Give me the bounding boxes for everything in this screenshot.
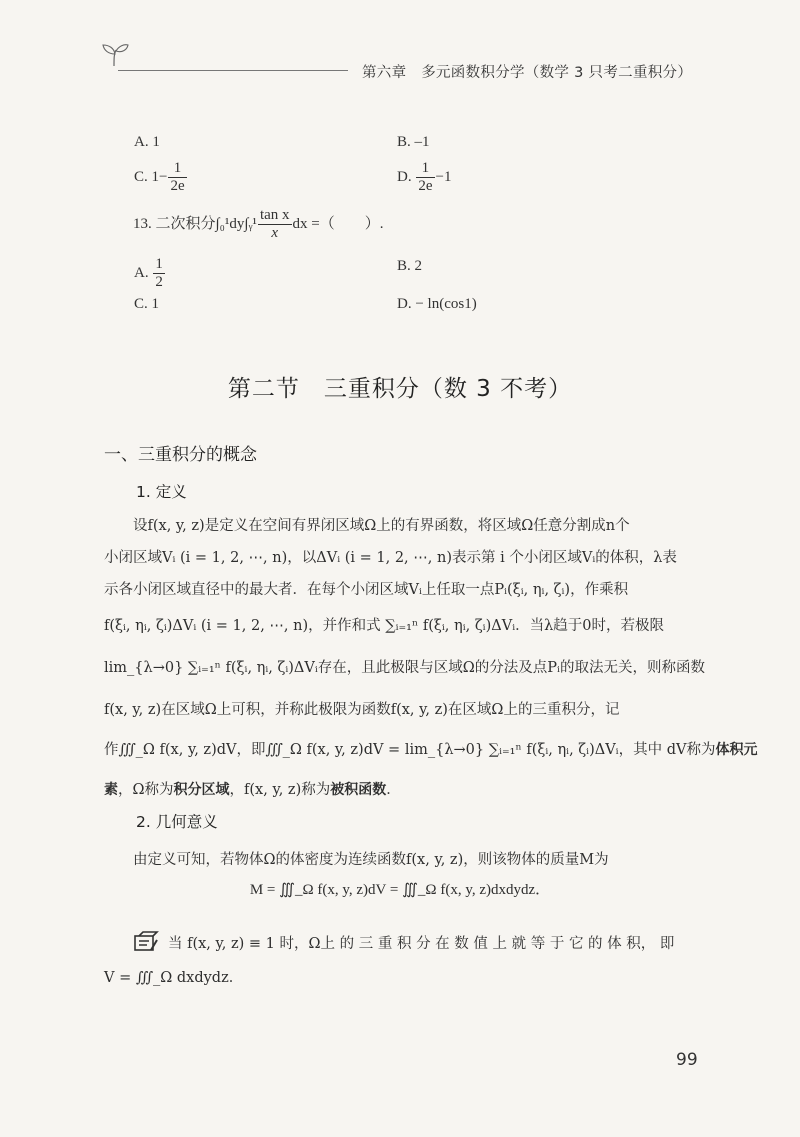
fraction-numerator: tan x (258, 207, 292, 225)
q13-option-a (134, 256, 166, 292)
q13-stem (133, 207, 383, 243)
term-volume-element-end: 素 (104, 782, 118, 798)
q12-option-d-suffix: −1 (435, 169, 452, 186)
term-integration-region: 积分区域 (173, 782, 230, 798)
note-icon (133, 930, 159, 952)
leaf-icon (100, 42, 130, 68)
definition-text: ． (386, 782, 401, 798)
q13-suffix: dx =（ ）. (292, 216, 384, 233)
header-rule (118, 70, 348, 71)
q13-prefix: 13. 二次积分 (133, 216, 216, 233)
fraction-numerator: 1 (153, 256, 165, 274)
fraction (258, 207, 292, 243)
q13-option-c: C. 1 (134, 296, 160, 312)
geometry-heading: 2. 几何意义 (136, 813, 218, 831)
q12-option-d-prefix: D. (397, 169, 416, 186)
fraction-denominator: 2e (418, 178, 433, 195)
definition-line: 设f(x, y, z)是定义在空间有界闭区域Ω上的有界函数，将区域Ω任意分割成n个 (133, 518, 630, 534)
q12-option-c (134, 160, 188, 196)
q12-option-b: B. –1 (397, 134, 430, 150)
fraction-numerator: 1 (168, 160, 186, 178)
q13-option-b: B. 2 (397, 258, 423, 274)
chapter-header: 第六章 多元函数积分学（数学 3 只考二重积分） (362, 65, 693, 81)
fraction (416, 160, 434, 196)
page-number: 99 (676, 1050, 698, 1070)
term-integrand: 被积函数 (330, 782, 387, 798)
note-line: 当 f(x, y, z) ≡ 1 时，Ω上 的 三 重 积 分 在 数 值 上 就 等 于 它 的 体 积， 即 (168, 936, 675, 952)
mass-formula: M = ∭_Ω f(x, y, z)dV = ∭_Ω f(x, y, z)dxdydz． (249, 882, 551, 898)
fraction-numerator: 1 (416, 160, 434, 178)
definition-heading: 1. 定义 (136, 483, 187, 501)
definition-line (104, 778, 401, 799)
q13-option-d: D. − ln(cos1) (397, 296, 477, 312)
definition-line: f(ξᵢ, ηᵢ, ζᵢ)ΔVᵢ (i = 1, 2, ⋯, n)，并作和式 ∑ᵢ₌₁ⁿ f(ξᵢ, ηᵢ, ζᵢ)ΔVᵢ．当λ趋于0时，若极限 (104, 618, 665, 634)
q12-option-a: A. 1 (134, 134, 160, 150)
definition-line: 示各小闭区域直径中的最大者．在每个小闭区域Vᵢ上任取一点Pᵢ(ξᵢ, ηᵢ, ζᵢ)，作乘积 (104, 582, 629, 598)
q12-option-c-prefix: C. 1− (134, 169, 168, 186)
geometry-line: 由定义可知，若物体Ω的体密度为连续函数f(x, y, z)，则该物体的质量M为 (133, 852, 609, 868)
fraction-denominator: 2 (155, 274, 163, 291)
definition-text: 作∭_Ω f(x, y, z)dV，即∭_Ω f(x, y, z)dV = lim_{λ→0} ∑ᵢ₌₁ⁿ f(ξᵢ, ηᵢ, ζᵢ)ΔVᵢ，其中 dV称为 (104, 742, 716, 758)
definition-text: ，Ω称为 (118, 782, 174, 798)
q13-integral: ∫₀¹dy∫ᵧ¹ (215, 216, 257, 233)
q12-option-d (397, 160, 451, 196)
definition-line: lim_{λ→0} ∑ᵢ₌₁ⁿ f(ξᵢ, ηᵢ, ζᵢ)ΔVᵢ存在，且此极限与区域Ω的分法及点Pᵢ的取法无关，则称函数 (104, 660, 705, 676)
subsection-title: 一、三重积分的概念 (104, 445, 257, 465)
definition-text: ，f(x, y, z)称为 (229, 782, 331, 798)
term-volume-element: 体积元 (715, 742, 758, 758)
fraction-denominator: x (271, 225, 279, 242)
definition-line: 小闭区域Vᵢ (i = 1, 2, ⋯, n)，以ΔVᵢ (i = 1, 2, ⋯, n)表示第 i 个小闭区域Vᵢ的体积，λ表 (104, 550, 677, 566)
definition-line (104, 738, 757, 759)
definition-line: f(x, y, z)在区域Ω上可积，并称此极限为函数f(x, y, z)在区域Ω上的三重积分，记 (104, 702, 620, 718)
section-title: 第二节 三重积分（数 3 不考） (227, 376, 573, 402)
note-line: V = ∭_Ω dxdydz． (104, 970, 244, 986)
fraction (168, 160, 186, 196)
fraction-denominator: 2e (170, 178, 185, 195)
fraction (153, 256, 165, 292)
q13-option-a-prefix: A. (134, 265, 153, 282)
